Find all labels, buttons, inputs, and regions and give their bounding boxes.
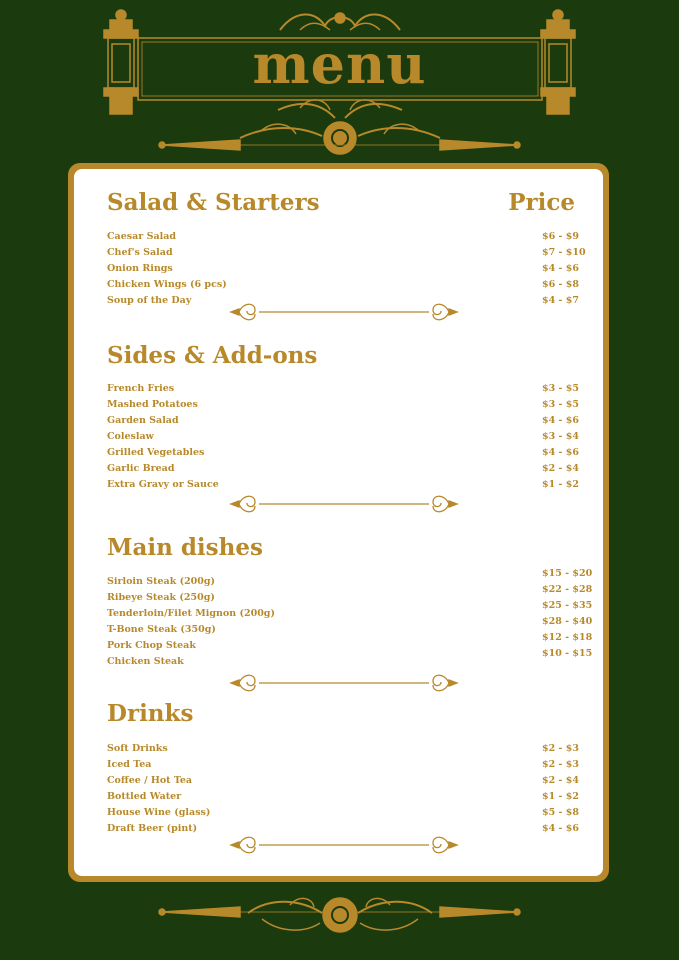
menu-item: Soft Drinks bbox=[107, 743, 168, 754]
menu-item-price: $1 - $2 bbox=[542, 791, 579, 802]
menu-item-price: $7 - $10 bbox=[542, 247, 586, 258]
menu-item-price: $15 - $20 bbox=[542, 568, 593, 579]
menu-item-price: $2 - $4 bbox=[542, 775, 579, 786]
menu-item: Grilled Vegetables bbox=[107, 447, 205, 458]
menu-item-price: $2 - $3 bbox=[542, 759, 579, 770]
page-title: menu bbox=[252, 32, 427, 96]
menu-item: House Wine (glass) bbox=[107, 807, 211, 818]
section-title-drinks: Drinks bbox=[107, 700, 194, 727]
menu-item: Iced Tea bbox=[107, 759, 152, 770]
menu-item: Pork Chop Steak bbox=[107, 640, 196, 651]
flourish-divider-icon bbox=[229, 300, 459, 324]
section-title-sides-addons: Sides & Add-ons bbox=[107, 342, 318, 369]
price-header: Price bbox=[508, 189, 575, 216]
menu-item-price: $4 - $6 bbox=[542, 823, 579, 834]
menu-item-price: $6 - $9 bbox=[542, 231, 579, 242]
menu-item-price: $3 - $5 bbox=[542, 399, 579, 410]
menu-item-price: $2 - $4 bbox=[542, 463, 579, 474]
menu-item: Coffee / Hot Tea bbox=[107, 775, 193, 786]
menu-card bbox=[68, 163, 609, 882]
section-title-salad-starters: Salad & Starters bbox=[107, 189, 320, 216]
menu-item: Garden Salad bbox=[107, 415, 179, 426]
menu-item-price: $6 - $8 bbox=[542, 279, 579, 290]
menu-item-price: $28 - $40 bbox=[542, 616, 593, 627]
menu-item: Garlic Bread bbox=[107, 463, 175, 474]
menu-card-inner bbox=[74, 169, 603, 876]
menu-item-price: $25 - $35 bbox=[542, 600, 593, 611]
menu-item-price: $22 - $28 bbox=[542, 584, 593, 595]
menu-item: Sirloin Steak (200g) bbox=[107, 576, 216, 587]
menu-item: Tenderloin/Filet Mignon (200g) bbox=[107, 608, 275, 619]
menu-item: Mashed Potatoes bbox=[107, 399, 198, 410]
menu-item-price: $4 - $6 bbox=[542, 415, 579, 426]
menu-item-price: $1 - $2 bbox=[542, 479, 579, 490]
menu-item: Onion Rings bbox=[107, 263, 173, 274]
menu-item: Draft Beer (pint) bbox=[107, 823, 198, 834]
menu-item: Ribeye Steak (250g) bbox=[107, 592, 215, 603]
menu-item-price: $12 - $18 bbox=[542, 632, 593, 643]
menu-item-price: $3 - $4 bbox=[542, 431, 579, 442]
menu-item-price: $4 - $7 bbox=[542, 295, 579, 306]
menu-item-price: $4 - $6 bbox=[542, 263, 579, 274]
menu-item: Chef's Salad bbox=[107, 247, 173, 258]
menu-item: Coleslaw bbox=[107, 431, 154, 442]
flourish-divider-icon bbox=[229, 492, 459, 516]
flourish-divider-icon bbox=[229, 671, 459, 695]
menu-item-price: $3 - $5 bbox=[542, 383, 579, 394]
menu-item: Soup of the Day bbox=[107, 295, 192, 306]
menu-item: Chicken Wings (6 pcs) bbox=[107, 279, 227, 290]
menu-item-price: $10 - $15 bbox=[542, 648, 593, 659]
menu-item: Chicken Steak bbox=[107, 656, 184, 667]
menu-item: French Fries bbox=[107, 383, 175, 394]
footer-flourish-icon bbox=[0, 885, 679, 955]
footer-ornament bbox=[0, 885, 679, 955]
menu-item-price: $4 - $6 bbox=[542, 447, 579, 458]
section-title-main-dishes: Main dishes bbox=[107, 534, 263, 561]
menu-item: Extra Gravy or Sauce bbox=[107, 479, 219, 490]
menu-item-price: $5 - $8 bbox=[542, 807, 579, 818]
menu-item: Bottled Water bbox=[107, 791, 182, 802]
menu-item: Caesar Salad bbox=[107, 231, 177, 242]
menu-item-price: $2 - $3 bbox=[542, 743, 579, 754]
menu-item: T-Bone Steak (350g) bbox=[107, 624, 216, 635]
flourish-divider-icon bbox=[229, 833, 459, 857]
